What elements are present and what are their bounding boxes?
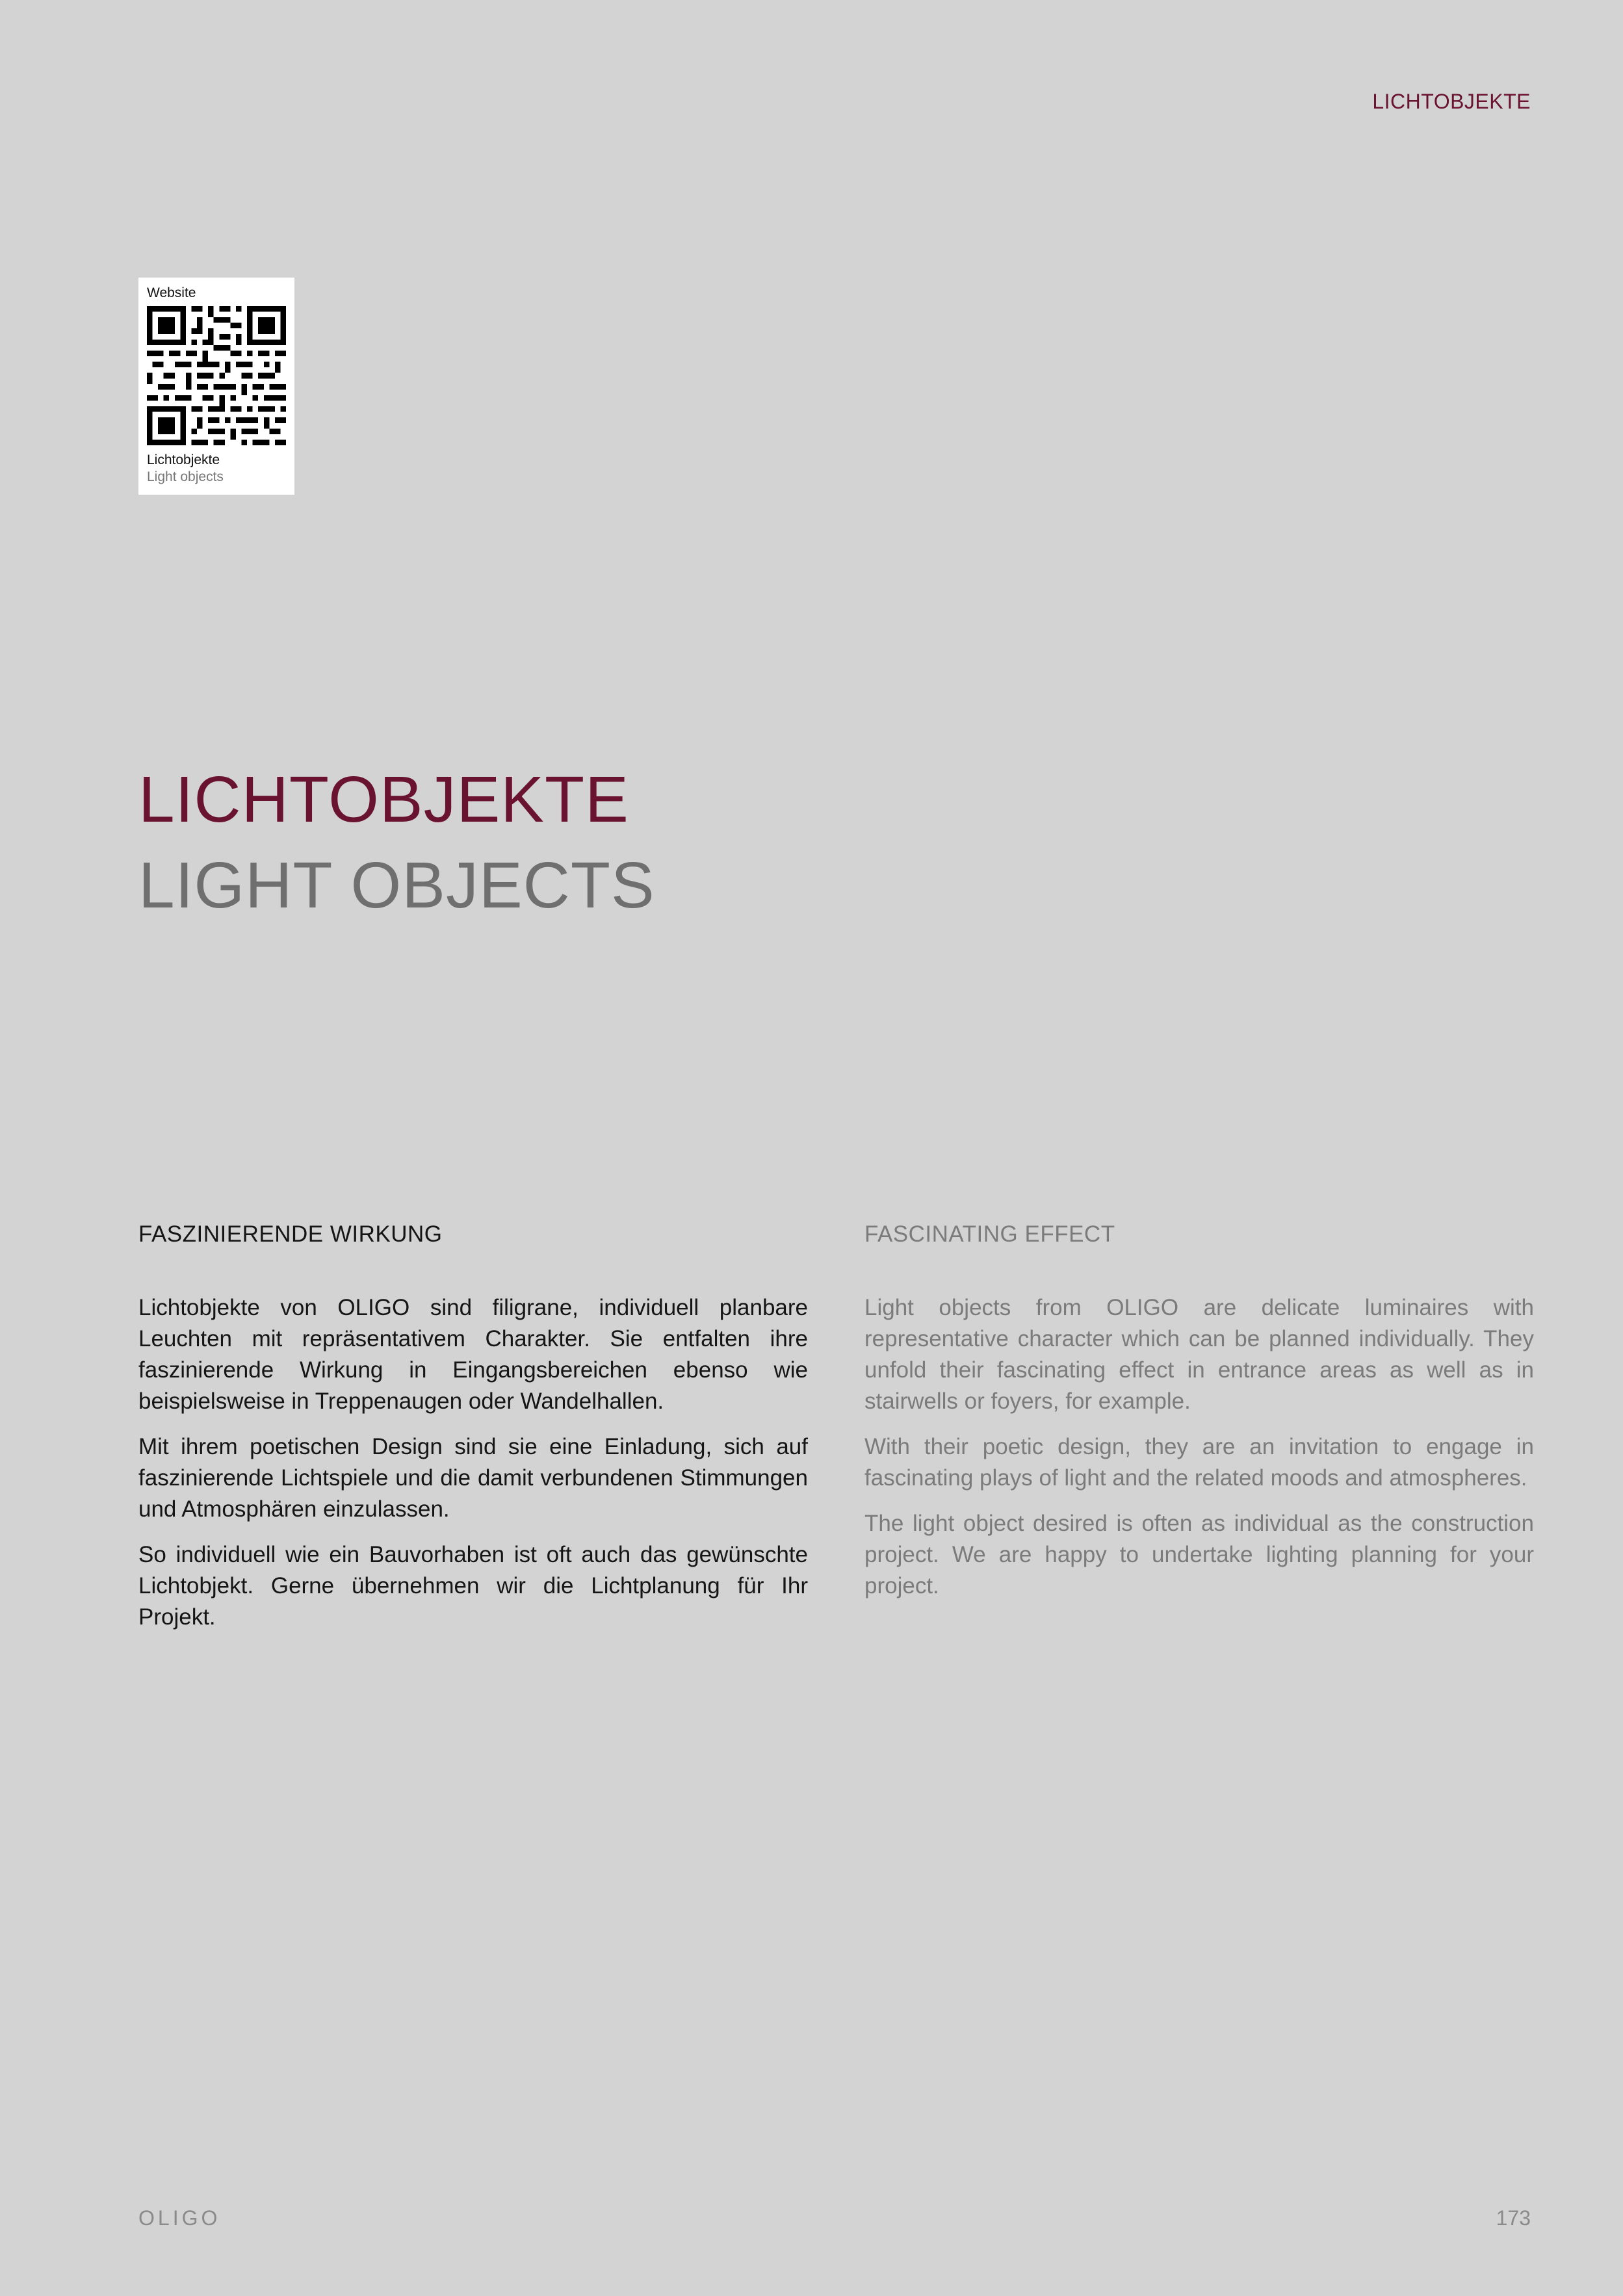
qr-card-title: Website bbox=[147, 285, 196, 300]
qr-code[interactable] bbox=[147, 306, 286, 445]
column-en bbox=[864, 1218, 1534, 1616]
column-de-paragraph: Lichtobjekte von OLIGO sind filigrane, individuell planbare Leuchten mit repräsentativem Charakter. Sie entfalten ihre faszinierende Wirkung in Eingangsbereichen ebenso wie beispielsweise in Treppenaugen oder Wandelhallen. bbox=[138, 1295, 808, 1414]
column-en-paragraph: With their poetic design, they are an invitation to engage in fascinating plays of light and the related moods and atmospheres. bbox=[864, 1434, 1534, 1491]
qr-card-label-de: Lichtobjekte bbox=[147, 452, 220, 467]
page-number: 173 bbox=[1496, 2206, 1531, 2230]
column-en-paragraph: The light object desired is often as individual as the construction project. We are happy to undertake lighting planning for your project. bbox=[864, 1511, 1534, 1598]
column-en-heading: FASCINATING EFFECT bbox=[864, 1221, 1115, 1247]
section-label: LICHTOBJEKTE bbox=[1372, 90, 1531, 113]
column-de-paragraph: So individuell wie ein Bauvorhaben ist oft auch das gewünschte Lichtobjekt. Gerne übernehmen wir die Lichtplanung für Ihr Projekt. bbox=[138, 1542, 808, 1630]
headline-en: LIGHT OBJECTS bbox=[138, 849, 655, 922]
column-de-paragraph: Mit ihrem poetischen Design sind sie eine Einladung, sich auf faszinierende Lichtspiele und die damit verbundenen Stimmungen und Atmosphären einzulassen. bbox=[138, 1434, 808, 1522]
column-de-heading: FASZINIERENDE WIRKUNG bbox=[138, 1221, 443, 1247]
qr-card-label-en: Light objects bbox=[147, 469, 224, 484]
column-en-paragraph: Light objects from OLIGO are delicate luminaires with representative character which can be planned individually. They unfold their fascinating effect in entrance areas as well as in stairwells or foyers, for example. bbox=[864, 1295, 1534, 1414]
headline-de: LICHTOBJEKTE bbox=[138, 763, 629, 836]
qr-card[interactable] bbox=[138, 278, 294, 495]
oligo-logo: OLIGO bbox=[138, 2206, 221, 2230]
column-de bbox=[138, 1218, 808, 1647]
